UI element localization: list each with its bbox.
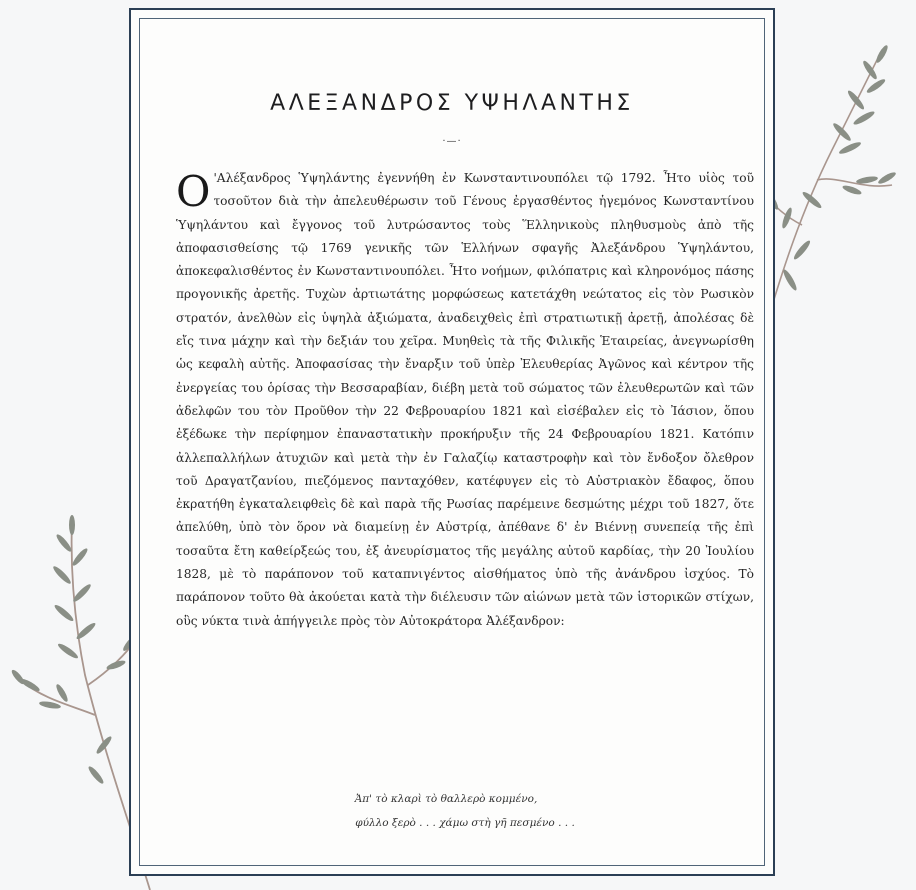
verse-block: [140, 787, 764, 835]
verse-line: Ἀπ' τὸ κλαρὶ τὸ θαλλερὸ κομμένο,: [354, 793, 538, 805]
body-paragraph: 'Αλέξανδρος Ὑψηλάντης ἐγεννήθη ἐν Κωνσταντινουπόλει τῷ 1792. Ἦτο υἱὸς τοῦ τοσοῦτον διὰ τὴν ἀπελευθέρωσιν τοῦ Γένους ἐργασθέντος ἡγεμόνος Κωνσταντίνου Ὑψηλάντου καὶ ἔγγονος τοῦ λυτρώσαντος τοὺς Ἕλληνικοὺς πληθυσμοὺς ἀπὸ τῆς ἀποφασισθείσης τῷ 1769 γενικῆς τῶν Ἑλλήνων σφαγῆς Ἀλεξάνδρου Ὑψηλάντου, ἀποκεφαλισθέντος ἐν Κωνσταντινουπόλει. Ἦτο νοήμων, φιλόπατρις καὶ κληρονόμος πάσης προγονικῆς ἀρετῆς. Τυχὼν ἀρτιωτάτης μορφώσεως κατετάχθη νεώτατος εἰς τὸν Ρωσικὸν στρατόν, ἀνελθὼν εἰς ὑψηλὰ ἀξιώματα, ἀναδειχθεὶς ἐπὶ στρατιωτικῇ ἀρετῇ, ἀπολέσας δὲ εἴς τινα μάχην καὶ τὴν δεξιάν του χεῖρα. Μυηθεὶς τὰ τῆς Φιλικῆς Ἑταιρείας, ἀνεγνωρίσθη ὡς κεφαλὴ αὐτῆς. Ἀποφασίσας τὴν ἔναρξιν τοῦ ὑπὲρ Ἐλευθερίας Ἀγῶνος καὶ κέντρον τῆς ἐνεργείας του ὁρίσας τὴν Βεσσαραβίαν, διέβη μετὰ τοῦ σώματος τῶν ἐλευθερωτῶν καὶ τῶν ἀδελφῶν του τὸν Προῦθον τὴν 22 Φεβρουαρίου 1821 καὶ εἰσέβαλεν εἰς τὸ Ἰάσιον, ὅπου ἐξέδωκε τὴν περίφημον ἐπαναστατικὴν προκήρυξιν τῆς 24 Φεβρουαρίου 1821. Κατόπιν ἀλλεπαλλήλων ἀτυχιῶν καὶ μετὰ τὴν ἐν Γαλαζίῳ καταστροφὴν καὶ τὸν ἔνδοξον ὄλεθρον τοῦ Δραγατζανίου, πιεζόμενος πανταχόθεν, κατέφυγεν εἰς τὸ Αὐστριακὸν ἔδαφος, ὅπου ἐκρατήθη ἐγκαταλειφθεὶς δὲ καὶ παρὰ τῆς Ρωσίας παρέμεινε δεσμώτης μέχρι τοῦ 1827, ὅτε ἀπελύθη, ὑπὸ τὸν ὅρον νὰ διαμείνῃ ἐν Αὐστρίᾳ, ἀπέθανε δ' ἐν Βιέννῃ συνεπείᾳ τῆς ἐπὶ τοσαῦτα ἔτη καθείρξεώς του, ἐξ ἀνευρίσματος τῆς μεγάλης αὐτοῦ καρδίας, τὴν 20 Ἰουλίου 1828, μὲ τὸ παράπονον τοῦ καταπνιγέντος αἰσθήματος ὑπὸ τῆς ἀνάνδρου ἰσχύος. Τὸ παράπονον τοῦτο θὰ ἀκούεται κατὰ τὴν διέλευσιν τῶν αἰώνων μετὰ τῶν ἱστορικῶν στίχων, οὓς νύκτα τινὰ ἀπήγγειλε πρὸς τὸν Αὐτοκράτορα Ἀλέξανδρον:: [176, 171, 754, 628]
drop-cap: Ο: [176, 167, 211, 216]
document-title: ΑΛΕΞΑΝΔΡΟΣ ΥΨΗΛΑΝΤΗΣ: [270, 91, 634, 116]
document-frame: [129, 8, 775, 876]
body-text: [176, 167, 754, 633]
title-ornament: ·—·: [442, 136, 462, 147]
verse-line: φύλλο ξερὸ . . . χάμω στὴ γῆ πεσμένο . . .: [355, 817, 575, 829]
document-inner-frame: [139, 18, 765, 866]
